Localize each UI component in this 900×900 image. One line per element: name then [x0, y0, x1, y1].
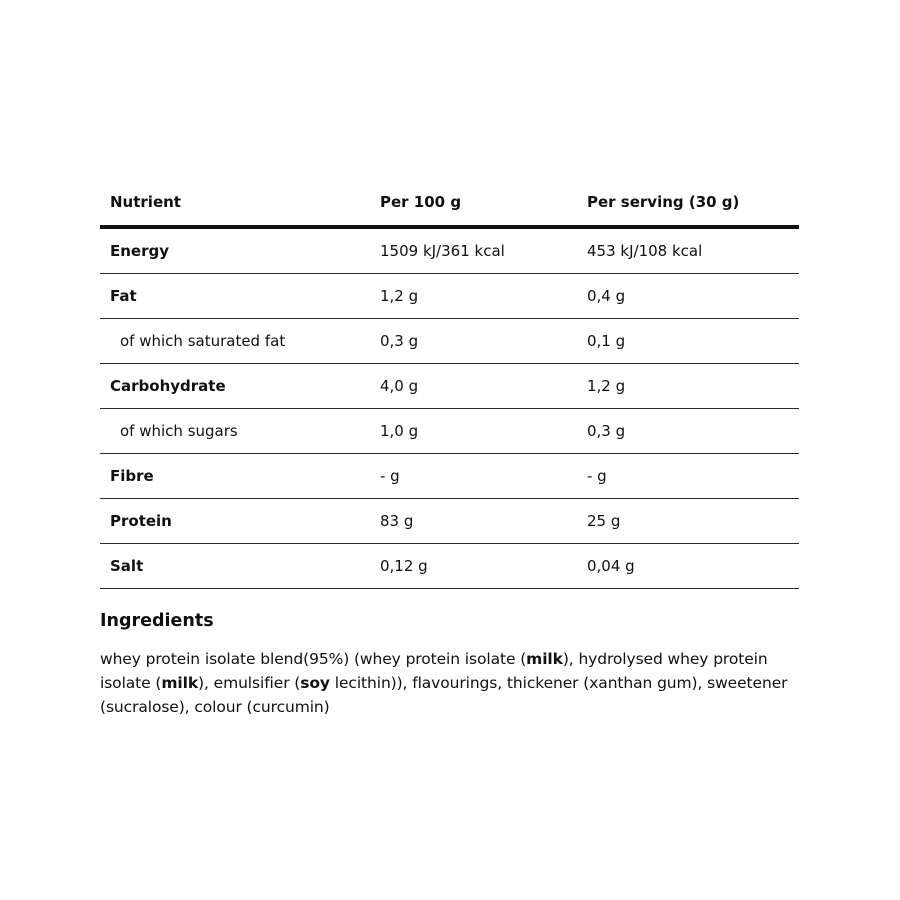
ingredients-segment: ), hydrolysed whey protein isolate ( — [100, 650, 768, 692]
nutrition-table — [100, 180, 799, 589]
table-row-saturated-fat — [100, 319, 799, 364]
value-per-serving: 0,1 g — [587, 332, 626, 350]
table-row-energy — [100, 229, 799, 274]
nutrient-name: Carbohydrate — [110, 377, 226, 395]
header-nutrient: Nutrient — [110, 193, 181, 211]
value-per-serving: 453 kJ/108 kcal — [587, 242, 703, 260]
value-per-100g: 4,0 g — [380, 377, 419, 395]
nutrient-name: Fat — [110, 287, 137, 305]
table-row-salt — [100, 544, 799, 589]
value-per-serving: - g — [587, 467, 607, 485]
ingredients-heading: Ingredients — [100, 611, 214, 631]
value-per-serving: 0,4 g — [587, 287, 626, 305]
header-per-serving: Per serving (30 g) — [587, 193, 740, 211]
allergen-milk: milk — [526, 650, 563, 668]
value-per-100g: 1,0 g — [380, 422, 419, 440]
nutrient-name: of which sugars — [120, 422, 238, 440]
table-row-protein — [100, 499, 799, 544]
value-per-100g: 1,2 g — [380, 287, 419, 305]
value-per-100g: 1509 kJ/361 kcal — [380, 242, 505, 260]
nutrient-name: Protein — [110, 512, 172, 530]
table-row-fat — [100, 274, 799, 319]
nutrient-name: Salt — [110, 557, 144, 575]
table-row-sugars — [100, 409, 799, 454]
value-per-serving: 25 g — [587, 512, 621, 530]
allergen-soy: soy — [300, 674, 330, 692]
table-header-row — [100, 180, 799, 229]
value-per-100g: - g — [380, 467, 400, 485]
value-per-100g: 0,12 g — [380, 557, 428, 575]
table-row-fibre — [100, 454, 799, 499]
ingredients-segment: ), emulsifier ( — [198, 674, 301, 692]
table-row-carbohydrate — [100, 364, 799, 409]
allergen-milk: milk — [161, 674, 199, 692]
nutrient-name: of which saturated fat — [120, 332, 286, 350]
value-per-serving: 0,3 g — [587, 422, 626, 440]
ingredients-segment: whey protein isolate blend(95%) (whey protein isolate ( — [100, 650, 527, 668]
ingredients-segment: lecithin)), flavourings, thickener (xanthan gum), sweetener (sucralose), colour (curcumin) — [100, 674, 788, 716]
nutrient-name: Fibre — [110, 467, 154, 485]
value-per-serving: 0,04 g — [587, 557, 635, 575]
nutrient-name: Energy — [110, 242, 170, 260]
header-per-100g: Per 100 g — [380, 193, 462, 211]
value-per-100g: 0,3 g — [380, 332, 419, 350]
value-per-serving: 1,2 g — [587, 377, 626, 395]
ingredients-text — [100, 647, 810, 719]
value-per-100g: 83 g — [380, 512, 414, 530]
